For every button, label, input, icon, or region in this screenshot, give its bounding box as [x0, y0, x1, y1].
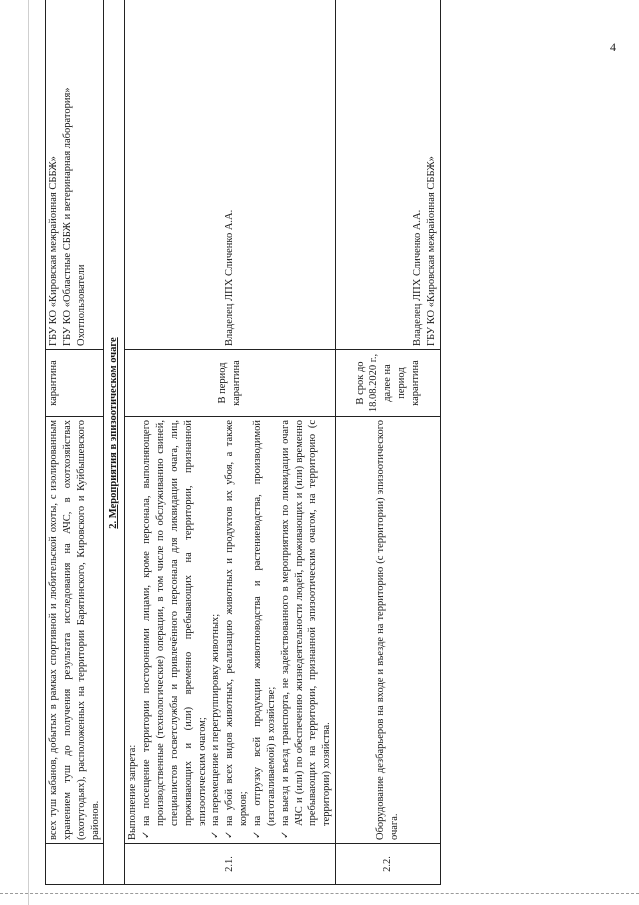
row-2-1-responsible: Владелец ЛПХ Сличенко А.А. [125, 0, 336, 350]
scan-edge-line [28, 0, 29, 905]
list-item [279, 420, 334, 839]
ban-list [140, 420, 334, 840]
row-2-2-responsible-cell [336, 0, 441, 350]
list-item [223, 420, 251, 839]
responsible-line: ГБУ КО «Областные СББЖ и ветеринарная лаборатория» [61, 87, 73, 346]
checkmark-icon: ✓ [210, 830, 222, 839]
responsible-line: Охотпользователи [75, 264, 87, 346]
list-item-text: на выезд и въезд транспорта, не задействованного в мероприятиях по ликвидации очага АЧС и (или) по обеспечению жизнедеятельности людей, проживающих и (или) временно пребывающих на территории, признанной эпизоотическим очагом, на территорию (с территории) хозяйства. [279, 420, 333, 826]
row-2-2-action: Оборудование дезбарьеров на входе и въезде на территорию (с территории) эпизоотического очага. [336, 417, 441, 844]
table-row [125, 0, 336, 885]
row-number-2-2: 2.2. [336, 844, 441, 885]
checkmark-icon: ✓ [224, 830, 236, 839]
responsible-line: ГБУ КО «Кировская межрайонная СББЖ» [48, 156, 59, 346]
responsible-line: Владелец ЛПХ Сличенко А.А. [412, 209, 424, 346]
section-title: 2. Мероприятия в эпизоотическом очаге [104, 0, 125, 885]
list-item-text: на перемещение и перегруппировку животных; [210, 613, 222, 826]
page-number: 4 [610, 40, 616, 54]
top-row-action-text: всех туш кабанов, добытых в рамках спортивной и любительской охоты, с изолированным хранением туш до получения результата исследования на АЧС, в охотхозяйствах (охотугодьях), расположенных на территории Барятинского, Кировского и Куйбышевского районов. [48, 420, 101, 840]
list-item [251, 420, 279, 839]
checkmark-icon: ✓ [279, 830, 291, 839]
row-number-2-1: 2.1. [125, 844, 336, 885]
scan-fold-line [0, 893, 639, 894]
section-header-row [104, 0, 125, 885]
rotated-table-stage [45, 10, 585, 885]
checkmark-icon: ✓ [141, 830, 153, 839]
responsible-line: ГБУ КО «Кировская межрайонная СББЖ» [426, 156, 438, 346]
list-item [140, 420, 209, 839]
measures-table [45, 0, 441, 885]
list-item-text: на посещение территории посторонними лицами, кроме персонала, выполняющего производственные (технологические) операции, в том числе по обслуживанию свиней, специалистов госветслужбы и привлечённого персонала для ликвидации очага, лиц, проживающих и (или) временно пребывающих на территории, признанной эпизоотическим очагом; [141, 420, 208, 826]
row-2-1-term: В период карантина [125, 350, 336, 417]
row-number-cell [46, 844, 104, 885]
table-row [336, 0, 441, 885]
row-2-1-action-cell [125, 417, 336, 844]
row-2-1-intro: Выполнение запрета: [127, 744, 139, 840]
top-row-term-text: карантина [48, 360, 59, 406]
table-row [46, 0, 104, 885]
list-item-text: на убой всех видов животных, реализацию животных и продуктов их убоя, а также кормов; [224, 420, 250, 826]
list-item-text: на отгрузку всей продукции животноводства и растениеводства, производимой (изготавливаемой) в хозяйстве; [252, 420, 277, 826]
top-row-responsible-cell [46, 0, 104, 350]
list-item [209, 420, 223, 839]
top-row-action-cell [46, 417, 104, 844]
checkmark-icon: ✓ [252, 830, 264, 839]
top-row-term-cell [46, 350, 104, 417]
row-2-2-term: В срок до 18.08.2020 г., далее на период карантина [336, 350, 441, 417]
